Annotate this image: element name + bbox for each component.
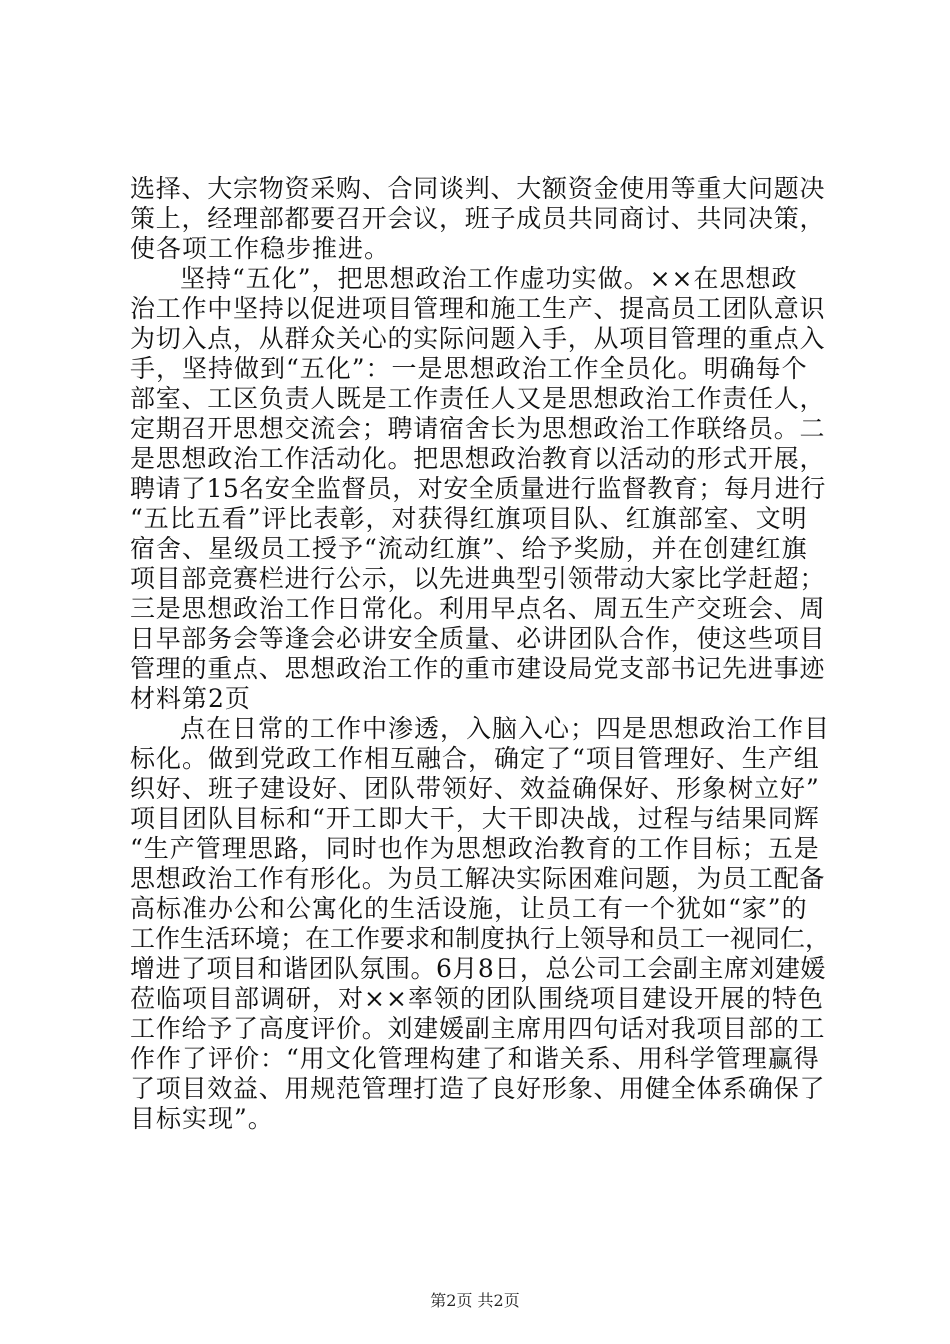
text-line: 手，坚持做到“五化”：一是思想政治工作全员化。明确每个: [130, 354, 808, 383]
text-line: 织好、班子建设好、团队带领好、效益确保好、形象树立好”: [130, 774, 820, 803]
text-line: 思想政治工作有形化。为员工解决实际困难问题，为员工配备: [130, 864, 826, 893]
text-line: 治工作中坚持以促进项目管理和施工生产、提高员工团队意识: [130, 294, 826, 323]
text-line: 了项目效益、用规范管理打造了良好形象、用健全体系确保了: [130, 1074, 826, 1103]
text-line: 部室、工区负责人既是工作责任人又是思想政治工作责任人，: [130, 384, 826, 413]
text-line: 点在日常的工作中渗透，入脑入心；四是思想政治工作目: [180, 714, 831, 743]
text-line: 策上，经理部都要召开会议，班子成员共同商讨、共同决策，: [130, 204, 826, 233]
page-footer: 第2页 共2页: [430, 1291, 520, 1310]
text-line: 管理的重点、思想政治工作的重市建设局党支部书记先进事迹: [130, 654, 826, 683]
text-line: 工作给予了高度评价。刘建媛副主席用四句话对我项目部的工: [130, 1014, 826, 1043]
text-line: 是思想政治工作活动化。把思想政治教育以活动的形式开展，: [130, 444, 826, 473]
text-line: 目标实现”。: [130, 1104, 274, 1133]
text-line: 莅临项目部调研，对××率领的团队围绕项目建设开展的特色: [130, 984, 824, 1013]
document-body: [130, 174, 830, 1134]
text-line: 为切入点，从群众关心的实际问题入手，从项目管理的重点入: [130, 324, 826, 353]
text-line: 坚持“五化”，把思想政治工作虚功实做。××在思想政: [180, 264, 798, 293]
text-line: 项目团队目标和“开工即大干，大干即决战，过程与结果同辉: [130, 804, 820, 833]
text-line: 使各项工作稳步推进。: [130, 234, 391, 263]
text-line: 工作生活环境；在工作要求和制度执行上领导和员工一视同仁，: [130, 924, 831, 953]
text-line: “生产管理思路，同时也作为思想政治教育的工作目标；五是: [130, 834, 820, 863]
text-line: 高标准办公和公寓化的生活设施，让员工有一个犹如“家”的: [130, 894, 808, 923]
text-line: 聘请了15名安全监督员，对安全质量进行监督教育；每月进行: [130, 474, 826, 503]
text-line: 选择、大宗物资采购、合同谈判、大额资金使用等重大问题决: [130, 174, 826, 203]
text-line: 材料第2页: [130, 684, 251, 713]
text-line: 增进了项目和谐团队氛围。6月8日，总公司工会副主席刘建媛: [130, 954, 826, 983]
text-line: 宿舍、星级员工授予“流动红旗”、给予奖励，并在创建红旗: [130, 534, 808, 563]
text-line: “五比五看”评比表彰，对获得红旗项目队、红旗部室、文明: [130, 504, 808, 533]
text-line: 作作了评价：“用文化管理构建了和谐关系、用科学管理赢得: [130, 1044, 820, 1073]
text-line: 标化。做到党政工作相互融合，确定了“项目管理好、生产组: [130, 744, 820, 773]
text-line: 项目部竞赛栏进行公示，以先进典型引领带动大家比学赶超；: [130, 564, 826, 593]
text-line: 三是思想政治工作日常化。利用早点名、周五生产交班会、周: [130, 594, 826, 623]
text-line: 定期召开思想交流会；聘请宿舍长为思想政治工作联络员。二: [130, 414, 826, 443]
text-line: 日早部务会等逢会必讲安全质量、必讲团队合作，使这些项目: [130, 624, 826, 653]
